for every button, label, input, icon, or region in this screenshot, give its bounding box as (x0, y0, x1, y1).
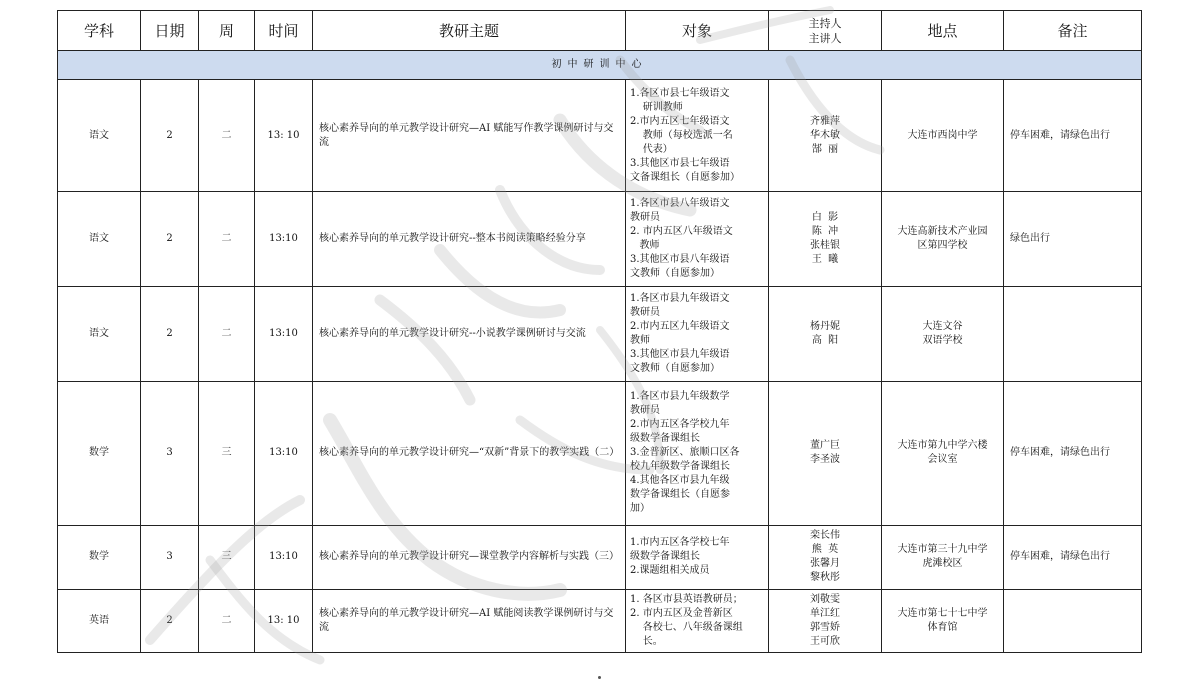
host-name: 张桂银 (810, 240, 840, 252)
audience-line: 教师 (630, 334, 650, 346)
audience-line: 校九年级数学备课组长 (630, 461, 730, 473)
header-time: 时间 (255, 11, 313, 51)
host-name: 熊 英 (811, 544, 839, 556)
host-name: 栾长伟 (810, 530, 840, 542)
weekday-cell: 三 (199, 381, 255, 525)
audience-line: 2.课题组相关成员 (630, 565, 710, 577)
audience-cell (626, 80, 769, 192)
time-cell: 13: 10 (255, 80, 313, 192)
weekday-cell: 二 (199, 192, 255, 287)
audience-line: 2. 市内五区及金普新区 (630, 607, 733, 619)
header-remarks: 备注 (1004, 11, 1142, 51)
audience-line: 1.各区市县八年级语文 (630, 198, 730, 210)
table-row (58, 525, 1142, 589)
audience-cell (626, 381, 769, 525)
table-row (58, 192, 1142, 287)
date-cell: 2 (141, 192, 199, 287)
location-line: 大连市第三十九中学 (897, 544, 988, 556)
location-line: 大连高新技术产业园 (897, 226, 988, 238)
subject-cell: 数学 (58, 381, 141, 525)
topic-cell: 核心素养导向的单元教学设计研究—“双新”背景下的教学实践（二） (313, 381, 626, 525)
remarks-cell: 停车困难，请绿色出行 (1004, 381, 1142, 525)
audience-cell (626, 192, 769, 287)
remarks-cell: 停车困难，请绿色出行 (1004, 80, 1142, 192)
audience-line: 教师 (630, 240, 660, 252)
table-row (58, 287, 1142, 381)
weekday-cell: 二 (199, 589, 255, 652)
time-cell: 13: 10 (255, 589, 313, 652)
audience-line: 文教师（自愿参加） (630, 268, 720, 280)
audience-line: 1.市内五区各学校七年 (630, 537, 730, 549)
topic-cell: 核心素养导向的单元教学设计研究—AI 赋能写作教学课例研讨与交流 (313, 80, 626, 192)
header-subject: 学科 (58, 11, 141, 51)
header-audience: 对象 (626, 11, 769, 51)
audience-line: 研训教师 (630, 101, 683, 113)
date-cell: 2 (141, 287, 199, 381)
audience-line: 2.市内五区九年级语文 (630, 320, 730, 332)
audience-line: 各校七、八年级备课组 (630, 621, 743, 633)
location-line: 大连市第七十七中学 (897, 607, 988, 619)
location-cell (882, 287, 1004, 381)
audience-line: 1.各区市县九年级语文 (630, 292, 730, 304)
audience-line: 2.市内五区七年级语文 (630, 115, 730, 127)
location-cell (882, 192, 1004, 287)
audience-line: 1.各区市县七年级语文 (630, 87, 730, 99)
audience-line: 3.其他区市县八年级语 (630, 254, 730, 266)
audience-line: 1. 各区市县英语教研员； (630, 593, 743, 605)
subject-cell: 数学 (58, 525, 141, 589)
topic-cell: 核心素养导向的单元教学设计研究—课堂教学内容解析与实践（三） (313, 525, 626, 589)
hosts-cell (769, 589, 882, 652)
audience-line: 级数学备课组长 (630, 551, 700, 563)
audience-line: 教研员 (630, 306, 660, 318)
location-cell (882, 80, 1004, 192)
location-cell (882, 589, 1004, 652)
header-host (769, 11, 882, 51)
audience-line: 3.其他区市县七年级语 (630, 157, 730, 169)
table-row (58, 80, 1142, 192)
hosts-cell (769, 287, 882, 381)
time-cell: 13:10 (255, 381, 313, 525)
section-row (58, 51, 1142, 80)
host-name: 张馨月 (810, 558, 840, 570)
audience-cell (626, 525, 769, 589)
host-name: 郭雪娇 (810, 621, 840, 633)
header-topic: 教研主题 (313, 11, 626, 51)
schedule-table (57, 10, 1142, 653)
weekday-cell: 二 (199, 287, 255, 381)
host-name: 黎秋彤 (810, 572, 840, 584)
audience-cell (626, 589, 769, 652)
topic-cell: 核心素养导向的单元教学设计研究--整本书阅读策略经验分享 (313, 192, 626, 287)
table-row (58, 381, 1142, 525)
location-line: 区第四学校 (917, 240, 968, 252)
audience-line: 数学备课组长（自愿参 (630, 489, 730, 501)
hosts-cell (769, 381, 882, 525)
host-name: 单江红 (810, 607, 840, 619)
topic-cell: 核心素养导向的单元教学设计研究--小说教学课例研讨与交流 (313, 287, 626, 381)
remarks-cell (1004, 589, 1142, 652)
host-name: 齐雅萍 (810, 115, 840, 127)
page-mark-dot (598, 676, 601, 679)
audience-line: 3.其他区市县九年级语 (630, 348, 730, 360)
hosts-cell (769, 80, 882, 192)
subject-cell: 语文 (58, 80, 141, 192)
host-name: 刘敬雯 (810, 593, 840, 605)
weekday-cell: 三 (199, 525, 255, 589)
location-line: 虎滩校区 (922, 558, 963, 570)
weekday-cell: 二 (199, 80, 255, 192)
audience-line: 加） (630, 503, 650, 515)
table-row (58, 589, 1142, 652)
audience-cell (626, 287, 769, 381)
location-line: 大连市西岗中学 (907, 129, 978, 141)
subject-cell: 英语 (58, 589, 141, 652)
subject-cell: 语文 (58, 192, 141, 287)
host-name: 郜 丽 (811, 143, 839, 155)
location-line: 大连文谷 (922, 320, 963, 332)
location-line: 会议室 (927, 454, 958, 466)
header-host-line2: 主讲人 (808, 31, 842, 45)
host-name: 陈 冲 (811, 226, 839, 238)
header-weekday: 周 (199, 11, 255, 51)
topic-cell: 核心素养导向的单元教学设计研究—AI 赋能阅读教学课例研讨与交流 (313, 589, 626, 652)
host-name: 李圣波 (810, 454, 840, 466)
date-cell: 2 (141, 589, 199, 652)
host-name: 华木敏 (810, 129, 840, 141)
location-cell (882, 381, 1004, 525)
remarks-cell: 停车困难，请绿色出行 (1004, 525, 1142, 589)
audience-line: 文备课组长（自愿参加） (630, 171, 740, 183)
header-row (58, 11, 1142, 51)
audience-line: 教研员 (630, 212, 660, 224)
audience-line: 教研员 (630, 405, 660, 417)
audience-line: 代表） (630, 143, 673, 155)
audience-line: 长。 (630, 635, 663, 647)
header-location: 地点 (882, 11, 1004, 51)
host-name: 王可欣 (810, 635, 840, 647)
time-cell: 13:10 (255, 525, 313, 589)
section-title: 初中研训中心 (58, 51, 1142, 80)
audience-line: 2.市内五区各学校九年 (630, 419, 730, 431)
host-name: 王 曦 (811, 254, 839, 266)
audience-line: 2. 市内五区八年级语文 (630, 226, 733, 238)
subject-cell: 语文 (58, 287, 141, 381)
location-line: 双语学校 (922, 334, 963, 346)
date-cell: 3 (141, 381, 199, 525)
remarks-cell: 绿色出行 (1004, 192, 1142, 287)
audience-line: 4.其他各区市县九年级 (630, 475, 730, 487)
audience-line: 级数学备课组长 (630, 433, 700, 445)
host-name: 杨丹妮 (810, 320, 840, 332)
host-name: 董广巨 (810, 440, 840, 452)
time-cell: 13:10 (255, 287, 313, 381)
audience-line: 1.各区市县九年级数学 (630, 391, 730, 403)
date-cell: 2 (141, 80, 199, 192)
host-name: 高 阳 (811, 334, 839, 346)
location-cell (882, 525, 1004, 589)
location-line: 大连市第九中学六楼 (897, 440, 988, 452)
header-host-line1: 主持人 (808, 16, 842, 30)
location-line: 体育馆 (927, 621, 958, 633)
hosts-cell (769, 192, 882, 287)
hosts-cell (769, 525, 882, 589)
audience-line: 3.金普新区、旅顺口区各 (630, 447, 740, 459)
header-date: 日期 (141, 11, 199, 51)
time-cell: 13:10 (255, 192, 313, 287)
audience-line: 文教师（自愿参加） (630, 362, 720, 374)
remarks-cell (1004, 287, 1142, 381)
audience-line: 教师（每校选派一名 (630, 129, 733, 141)
host-name: 白 影 (811, 212, 839, 224)
date-cell: 3 (141, 525, 199, 589)
